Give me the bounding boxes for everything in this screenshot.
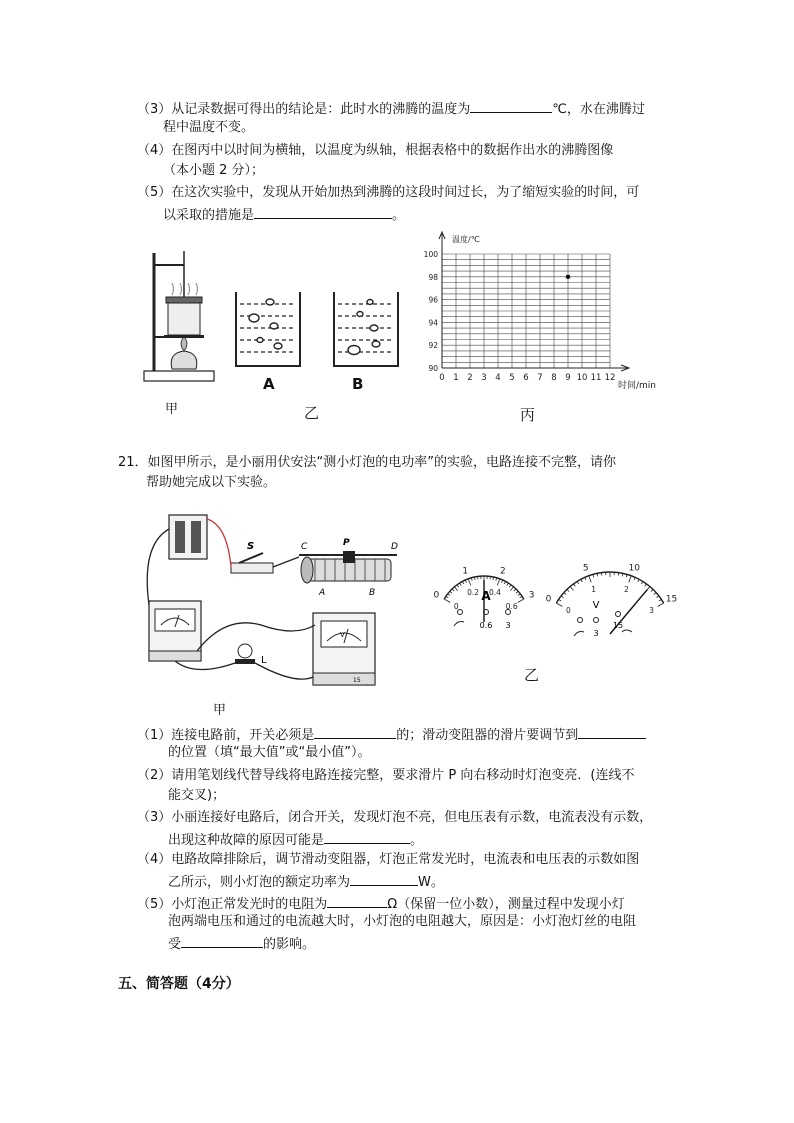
beaker-B-figure xyxy=(332,290,400,370)
small-voltmeter-label: V xyxy=(340,631,345,639)
ammeter-terminals xyxy=(454,610,511,631)
dial-tick xyxy=(457,585,459,587)
dial-tick xyxy=(510,587,513,591)
voltmeter-device-icon xyxy=(313,613,375,685)
chart-xlabel: 时间/min xyxy=(618,381,657,391)
dial-tick xyxy=(444,599,450,603)
dial-tick xyxy=(497,579,499,586)
dial-tick xyxy=(448,594,450,596)
chart-x-tick-labels xyxy=(439,373,615,383)
answer-blank[interactable] xyxy=(254,204,392,219)
dial-tick xyxy=(460,583,462,586)
voltmeter-dial xyxy=(540,542,680,638)
q21-part3-line2 xyxy=(168,829,423,850)
switch-icon xyxy=(231,553,273,573)
dial-tick xyxy=(570,587,573,591)
dial-tick xyxy=(509,585,511,587)
bubble-icon xyxy=(372,341,380,347)
q21-p4-text-b: 乙所示，则小灯泡的额定功率为 xyxy=(168,875,351,890)
boiling-apparatus-figure xyxy=(140,245,220,385)
answer-blank[interactable] xyxy=(578,724,646,739)
beaker-A-figure xyxy=(234,290,302,370)
q20-part5-line1: （5）在这次实验中，发现从开始加热到沸腾的这段时间过长，为了缩短实验的时间，可 xyxy=(137,185,640,200)
dial-tick xyxy=(577,581,579,584)
q21-p5-text-a: （5）小灯泡正常发光时的电阻为 xyxy=(137,897,328,912)
wire xyxy=(207,519,231,567)
q20-part4-line1: （4）在图丙中以时间为横轴，以温度为纵轴，根据表格中的数据作出水的沸腾图像 xyxy=(137,143,614,158)
x-tick-label: 1 xyxy=(453,373,459,383)
answer-blank[interactable] xyxy=(314,724,396,739)
dial-tick xyxy=(446,596,448,598)
answer-blank[interactable] xyxy=(181,933,263,948)
x-tick-label: 12 xyxy=(604,373,616,383)
fig1-label-yi: 乙 xyxy=(304,404,320,422)
q21-p5-text-b: Ω（保留一位小数），测量过程中发现小灯 xyxy=(387,897,625,912)
q20-p3-text-b: ℃，水在沸腾过 xyxy=(552,102,645,117)
voltmeter-terminal-label: 3 xyxy=(593,629,599,638)
dial-inner-label: 1 xyxy=(591,584,596,594)
wire xyxy=(175,661,235,670)
bubble-icon xyxy=(249,314,259,322)
dial-outer-label: 1 xyxy=(462,566,469,577)
lamp-label: L xyxy=(261,655,267,666)
boiling-temperature-chart xyxy=(410,228,680,400)
q20-part5-line2 xyxy=(163,204,405,225)
dial-outer-label: 5 xyxy=(582,563,589,574)
q20-p3-text-a: （3）从记录数据可得出的结论是：此时水的沸腾的温度为 xyxy=(137,102,471,117)
q20-p5-text-b: 以采取的措施是 xyxy=(163,208,255,223)
x-tick-label: 0 xyxy=(439,373,445,383)
bubble-icon xyxy=(257,338,263,343)
q21-p5-text-d: 受 xyxy=(168,937,182,952)
dial-inner-label: 3 xyxy=(649,606,654,615)
chart-y-tick-labels xyxy=(424,250,439,373)
dial-tick xyxy=(634,577,635,580)
y-tick-label: 90 xyxy=(428,364,438,373)
dial-tick xyxy=(516,591,518,593)
stand-base xyxy=(144,371,214,381)
voltmeter-scale xyxy=(546,563,678,634)
chart-grid xyxy=(442,254,610,368)
q21-part4-line2 xyxy=(168,871,444,892)
y-tick-label: 100 xyxy=(423,250,438,259)
dial-inner-label: 2 xyxy=(624,584,629,594)
q21-p4-text-c: W。 xyxy=(418,875,444,890)
q21-part5-line3 xyxy=(168,933,315,954)
answer-blank[interactable] xyxy=(324,829,410,844)
bubble-icon xyxy=(367,300,373,305)
answer-blank[interactable] xyxy=(350,871,418,886)
ammeter-terminal-label: 0.6 xyxy=(479,621,493,630)
battery-icon xyxy=(169,515,207,559)
dial-tick xyxy=(589,576,591,583)
data-point xyxy=(566,275,570,279)
dial-tick xyxy=(501,580,502,583)
q21-stem-line1: 21．如图甲所示，是小丽用伏安法“测小灯泡的电功率”的实验，电路连接不完整，请你 xyxy=(118,455,617,470)
q21-p5-text-e: 的影响。 xyxy=(263,937,316,952)
dial-tick xyxy=(645,584,647,586)
dial-tick xyxy=(559,599,561,601)
dial-tick xyxy=(556,603,562,607)
circuit-figure xyxy=(135,505,410,700)
answer-blank[interactable] xyxy=(327,893,387,908)
chart-axes xyxy=(439,232,629,371)
dial-tick xyxy=(656,596,658,598)
q20-part3-line2: 程中温度不变。 xyxy=(163,120,255,135)
beaker xyxy=(168,303,200,335)
ammeter-device-icon xyxy=(149,601,201,661)
x-tick-label: 11 xyxy=(590,373,602,383)
q21-p3-text-c: 。 xyxy=(410,833,424,848)
q20-p5-text-c: 。 xyxy=(392,208,406,223)
x-tick-label: 8 xyxy=(551,373,557,383)
voltmeter-terminals xyxy=(574,612,632,639)
dial-tick xyxy=(450,591,452,593)
rheostat-D-label: D xyxy=(391,542,398,552)
bubble-icon xyxy=(370,325,378,331)
wire xyxy=(197,623,315,651)
alcohol-lamp xyxy=(171,351,197,369)
beaker-lid xyxy=(166,297,202,303)
dial-outer-label: 0 xyxy=(545,594,552,605)
wire xyxy=(147,529,169,605)
q21-part1-line1 xyxy=(137,724,646,745)
dial-inner-label: 0 xyxy=(453,602,459,611)
dial-tick xyxy=(564,593,566,595)
beaker-outline xyxy=(334,292,398,366)
dial-tick xyxy=(454,587,457,591)
q21-part5-line2: 泡两端电压和通过的电流越大时，小灯泡的电阻越大，原因是：小灯泡灯丝的电阻 xyxy=(168,914,637,929)
dial-tick xyxy=(659,599,661,601)
dial-outer-label: 15 xyxy=(665,594,678,605)
rheostat-B-label: B xyxy=(369,588,376,598)
switch-label: S xyxy=(247,541,255,552)
dial-tick xyxy=(574,584,576,586)
ammeter-terminal-label: 3 xyxy=(505,621,511,630)
x-tick-label: 2 xyxy=(467,373,473,383)
q21-p1-text-a: （1）连接电路前，开关必须是 xyxy=(137,728,315,743)
fig2-label-yi: 乙 xyxy=(524,666,540,684)
dial-inner-label: 0.2 xyxy=(467,587,480,597)
dial-tick xyxy=(518,599,524,603)
q21-part2-line1: （2）请用笔划线代替导线将电路连接完整，要求滑片 P 向右移动时灯泡变亮．(连线不 xyxy=(137,768,635,783)
x-tick-label: 9 xyxy=(565,373,571,383)
voltmeter-unit: V xyxy=(592,600,600,611)
x-tick-label: 7 xyxy=(537,373,543,383)
fig1-label-jia: 甲 xyxy=(165,402,179,417)
fig1-label-bing: 丙 xyxy=(520,406,536,424)
voltmeter-terminal-label: 15 xyxy=(612,621,624,630)
flame-icon xyxy=(181,337,187,351)
q21-p1-text-b: 的；滑动变阻器的滑片要调节到 xyxy=(396,728,579,743)
q21-part1-line2: 的位置（填“最大值”或“最小值”）。 xyxy=(168,745,371,760)
bubble-icon xyxy=(270,323,278,329)
section-5-title: 五、简答题（4分） xyxy=(118,976,240,992)
dial-tick xyxy=(507,583,509,586)
dial-tick xyxy=(561,596,563,598)
dial-inner-label: 0.6 xyxy=(505,602,518,611)
x-tick-label: 6 xyxy=(523,373,529,383)
dial-tick xyxy=(452,589,454,591)
q21-part5-line1 xyxy=(137,893,625,914)
rheostat-P-label: P xyxy=(343,538,350,548)
chart-ylabel: 温度/℃ xyxy=(452,235,480,244)
y-tick-label: 98 xyxy=(428,272,438,282)
bubble-icon xyxy=(274,343,282,349)
dial-tick xyxy=(468,579,470,586)
dial-tick xyxy=(641,581,643,584)
lamp-icon xyxy=(235,644,255,664)
fig2-label-jia: 甲 xyxy=(213,703,227,718)
q21-stem-line2: 帮助她完成以下实验。 xyxy=(146,475,277,490)
rheostat-C-label: C xyxy=(301,542,308,552)
q20-part4-line2: （本小题 2 分）； xyxy=(163,163,265,178)
chart-points xyxy=(566,275,570,279)
answer-blank[interactable] xyxy=(470,98,552,113)
q21-part4-line1: （4）电路故障排除后，调节滑动变阻器，灯泡正常发光时，电流表和电压表的示数如图 xyxy=(137,852,640,867)
dial-tick xyxy=(514,589,516,591)
q21-p3-text-b: 出现这种故障的原因可能是 xyxy=(168,833,325,848)
y-tick-label: 92 xyxy=(428,341,438,351)
dial-tick xyxy=(654,593,656,595)
ammeter-dial xyxy=(428,548,540,632)
beaker-B-label: B xyxy=(352,375,364,393)
dial-tick xyxy=(520,596,522,598)
x-tick-label: 3 xyxy=(481,373,487,383)
dial-inner-label: 0.4 xyxy=(488,587,501,597)
bubble-icon xyxy=(348,346,360,355)
q20-part3-line1 xyxy=(137,98,645,119)
dial-tick xyxy=(567,589,569,591)
q21-part3-line1: （3）小丽连接好电路后，闭合开关，发现灯泡不亮，但电压表有示数，电流表没有示数， xyxy=(137,810,653,825)
dial-inner-label: 0 xyxy=(566,606,571,615)
dial-outer-label: 0 xyxy=(433,590,440,601)
dial-outer-label: 2 xyxy=(499,566,506,577)
beaker-A-label: A xyxy=(263,375,275,393)
x-tick-label: 10 xyxy=(576,373,588,383)
bubble-icon xyxy=(357,312,363,317)
rheostat-A-label: A xyxy=(319,588,326,598)
rheostat-icon xyxy=(299,551,397,583)
wire xyxy=(273,557,299,567)
x-tick-label: 4 xyxy=(495,373,501,383)
small-voltmeter-scale: 15 xyxy=(353,677,361,684)
y-tick-label: 96 xyxy=(428,295,438,305)
dial-tick xyxy=(629,576,631,583)
dial-outer-label: 10 xyxy=(628,563,641,574)
ammeter-unit: A xyxy=(481,589,491,603)
dial-tick xyxy=(585,577,586,580)
dial-tick xyxy=(465,580,466,583)
dial-outer-label: 3 xyxy=(528,590,535,601)
dial-tick xyxy=(518,594,520,596)
dial-tick xyxy=(651,589,653,591)
y-tick-label: 94 xyxy=(428,318,438,328)
x-tick-label: 5 xyxy=(509,373,515,383)
dial-tick xyxy=(658,603,664,607)
bubble-icon xyxy=(266,299,274,305)
q21-part2-line2: 能交叉)； xyxy=(168,788,226,803)
